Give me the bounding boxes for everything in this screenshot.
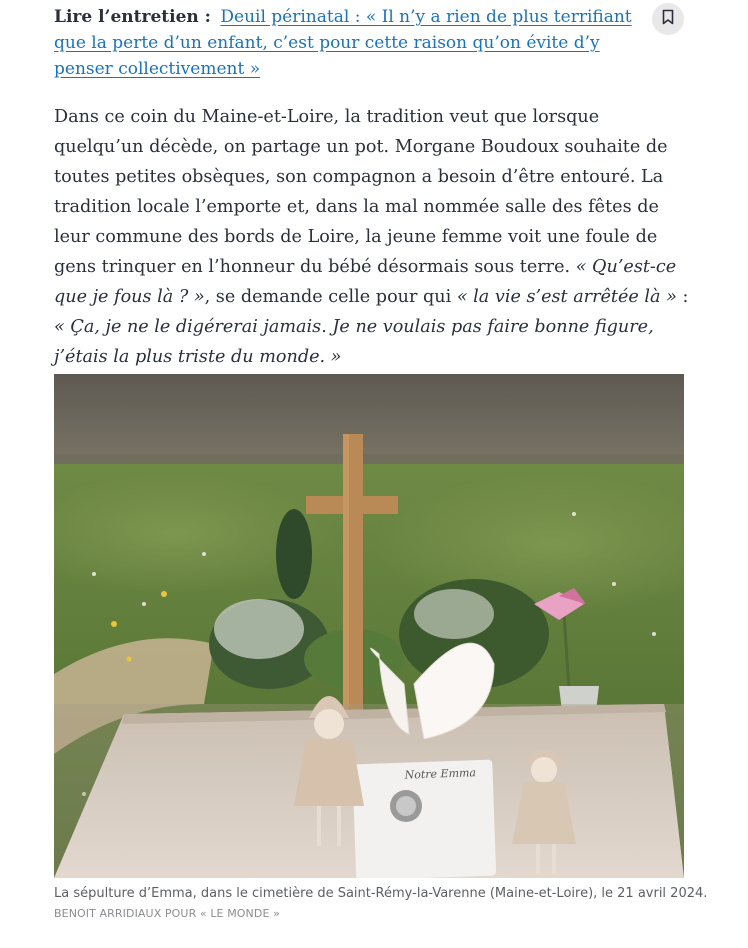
- article-paragraph: [54, 102, 694, 372]
- quote-text: « la vie s’est arrêtée là »: [456, 287, 677, 307]
- paragraph-text: :: [676, 287, 689, 307]
- read-also-link[interactable]: Deuil périnatal : « Il n’y a rien de plus terrifiant que la perte d’un enfant, c’est pour cette raison qu’on évite d’y penser collectivement »: [54, 7, 632, 79]
- read-also-label: Lire l’entretien :: [54, 7, 211, 27]
- bookmark-icon: [662, 9, 674, 29]
- paragraph-text: Dans ce coin du Maine-et-Loire, la tradition veut que lorsque quelqu’un décède, on partage un pot. Morgane Boudoux souhaite de toutes petites obsèques, son compagnon a besoin d’être entouré. La tradition locale l’emporte et, dans la mal nommée salle des fêtes de leur commune des bords de Loire, la jeune femme voit une foule de gens trinquer en l’honneur du bébé désormais sous terre.: [54, 107, 668, 277]
- photo-caption: La sépulture d’Emma, dans le cimetière de Saint-Rémy-la-Varenne (Maine-et-Loire), le 21 avril 2024.: [54, 886, 708, 901]
- photo-credit: BENOIT ARRIDIAUX POUR « LE MONDE »: [54, 907, 280, 920]
- read-also-block: [54, 4, 634, 82]
- quote-text: « Qu’est-ce que je fous là ? »: [54, 257, 677, 307]
- plaque-text: Notre Emma: [404, 766, 477, 782]
- grave-photo: [54, 374, 684, 878]
- bookmark-button[interactable]: [652, 3, 684, 35]
- paragraph-text: , se demande celle pour qui: [204, 287, 452, 307]
- quote-text: « Ça, je ne le digérerai jamais. Je ne voulais pas faire bonne figure, j’étais la plus triste du monde. »: [54, 317, 654, 367]
